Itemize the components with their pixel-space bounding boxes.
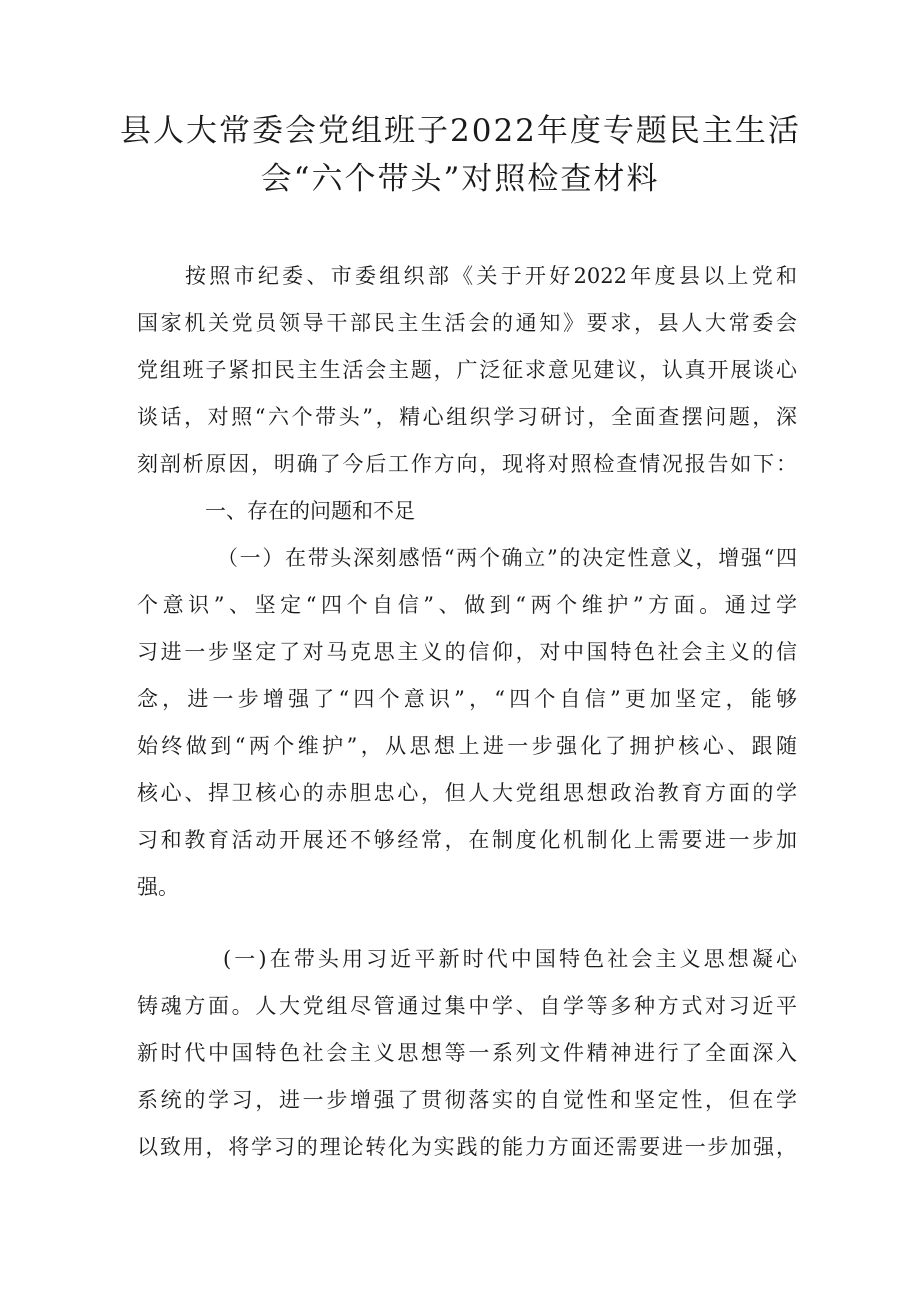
body-line: 国家机关党员领导干部民主生活会的通知》要求，县人大常委会 — [137, 311, 797, 335]
body-line: 铸魂方面。人大党组尽管通过集中学、自学等多种方式对习近平 — [137, 994, 797, 1018]
body-line: 按照市纪委、市委组织部《关于开好2022年度县以上党和 — [185, 264, 797, 288]
section-heading: 一、存在的问题和不足 — [205, 499, 415, 523]
body-line: 始终做到“两个维护”，从思想上进一步强化了拥护核心、跟随 — [137, 734, 797, 758]
document-title-line-2: 会“六个带头”对照检查材料 — [260, 161, 660, 197]
body-line: 以致用，将学习的理论转化为实践的能力方面还需要进一步加强， — [137, 1135, 797, 1159]
body-line: 党组班子紧扣民主生活会主题，广泛征求意见建议，认真开展谈心 — [137, 358, 797, 382]
body-line: 系统的学习，进一步增强了贯彻落实的自觉性和坚定性，但在学 — [137, 1088, 797, 1112]
body-line: 核心、捍卫核心的赤胆忠心，但人大党组思想政治教育方面的学 — [137, 781, 797, 805]
body-line: (一)在带头用习近平新时代中国特色社会主义思想凝心 — [223, 947, 797, 971]
body-line: 谈话，对照“六个带头”，精心组织学习研讨，全面查摆问题，深 — [137, 405, 797, 429]
body-line: 刻剖析原因，明确了今后工作方向，现将对照检查情况报告如下： — [137, 452, 797, 476]
body-line: 习和教育活动开展还不够经常，在制度化机制化上需要进一步加 — [137, 828, 797, 852]
body-line: 强。 — [137, 875, 179, 899]
body-line: 念，进一步增强了“四个意识”，“四个自信”更加坚定，能够 — [137, 687, 797, 711]
body-line: 习进一步坚定了对马克思主义的信仰，对中国特色社会主义的信 — [137, 640, 797, 664]
body-line: （一）在带头深刻感悟“两个确立”的决定性意义，增强“四 — [217, 546, 797, 570]
document-title-line-1: 县人大常委会党组班子2022年度专题民主生活 — [120, 113, 801, 149]
body-line: 个意识”、坚定“四个自信”、做到“两个维护”方面。通过学 — [137, 593, 797, 617]
body-line: 新时代中国特色社会主义思想等一系列文件精神进行了全面深入 — [137, 1041, 797, 1065]
